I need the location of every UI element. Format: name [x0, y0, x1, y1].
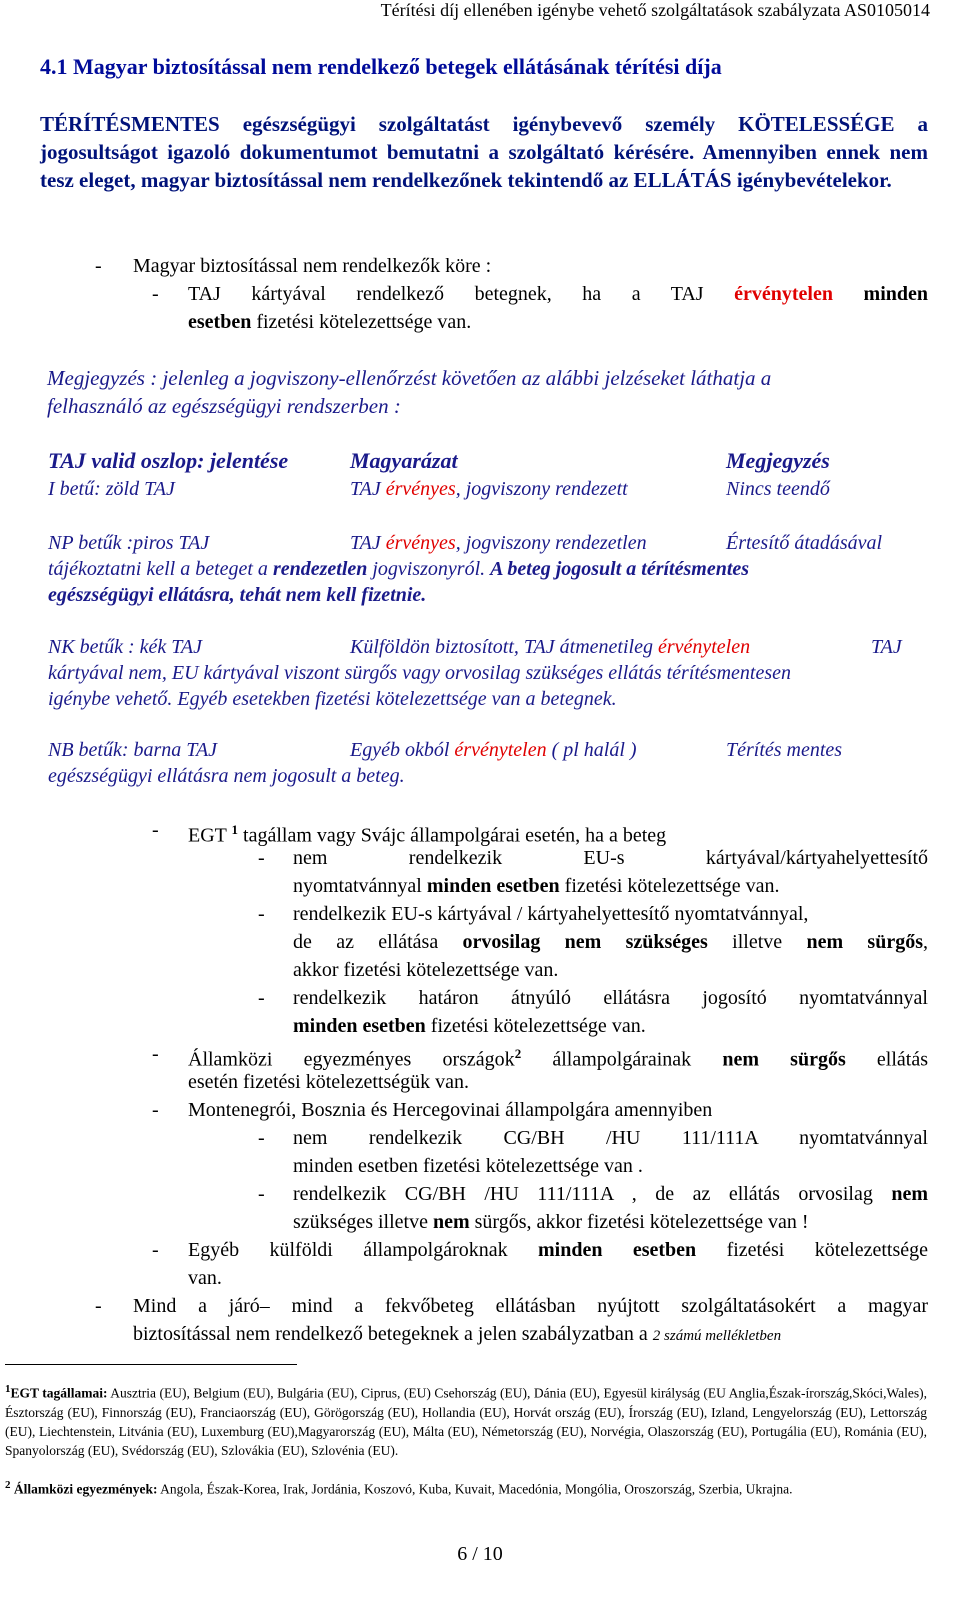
mind-line2	[133, 1320, 781, 1350]
list-dash: -	[152, 283, 159, 305]
footnote-separator	[5, 1364, 297, 1365]
footnote-number: 2	[5, 1479, 11, 1491]
footnote-ref: 2	[514, 1046, 522, 1061]
list-item-egyeb	[188, 1236, 928, 1264]
text: rendelkezik CG/BH /HU 111/111A , de az ellátás orvosilag	[293, 1183, 892, 1205]
list-item-mind: Mind a járó– mind a fekvőbeteg ellátásban nyújtott szolgáltatásokért a magyar	[133, 1295, 928, 1317]
text: TAJ	[350, 478, 386, 500]
list-dash: -	[95, 1295, 102, 1317]
footnote-text: Ausztria (EU), Belgium (EU), Bulgária (EU), Ciprus, (EU) Csehország (EU), Dánia (EU), Egyesül királyság (EU Anglia,Észak-írország,Skóci,Wales), Észtország (EU), Finnország (EU), Franciaország (EU), Görögország (EU), Hollandia (EU), Horvát ország (EU), Írország (EU), Izland, Lengyelország (EU), Lettország (EU), Liechtenstein, Litvánia (EU), Luxemburg (EU),Magyarország (EU), Málta (EU), Németország (EU), Norvégia, Olaszország (EU), Portugália (EU), Románia (EU), Spanyolország (EU), Svédország (EU), Szlovákia (EU), Szlovénia (EU).	[5, 1385, 927, 1458]
footnote-label: Államközi egyezmények:	[13, 1481, 158, 1497]
row1-note: Nincs teendő	[726, 478, 830, 500]
footnote-number: 1	[5, 1383, 11, 1395]
subitem-text: TAJ kártyával rendelkező betegnek, ha a TAJ	[188, 283, 704, 305]
text: tájékoztatni kell a beteget a	[48, 558, 273, 580]
row3-code: NK betűk : kék TAJ	[48, 636, 203, 658]
running-header: Térítési díj ellenében igénybe vehető szolgáltatások szabályzata AS0105014	[380, 0, 930, 20]
table-header-meaning: TAJ valid oszlop: jelentése	[48, 448, 289, 473]
mont-sub1-line2: minden esetben fizetési kötelezettsége van .	[293, 1155, 643, 1177]
allamkozi-line2: esetén fizetési kötelezettségük van.	[188, 1071, 469, 1093]
row2-explanation	[350, 530, 647, 556]
text: Egyéb külföldi állampolgároknak	[188, 1239, 538, 1261]
list-dash: -	[152, 1239, 159, 1261]
text: ( pl halál )	[546, 739, 637, 761]
mont-sub2-line1	[293, 1180, 928, 1208]
list-dash: -	[258, 847, 265, 869]
subitem-bold: minden	[863, 283, 929, 305]
egt-sub2-line1: rendelkezik EU-s kártyával / kártyahelyettesítő nyomtatvánnyal,	[293, 903, 809, 925]
text-bold: nem sürgős	[806, 931, 923, 953]
text-bold: orvosilag nem szükséges	[462, 931, 708, 953]
row2-line2	[48, 556, 749, 582]
text: TAJ	[350, 532, 386, 554]
page-number: 6 / 10	[457, 1543, 503, 1565]
list-subitem-taj	[188, 280, 928, 308]
list-dash: -	[258, 987, 265, 1009]
table-header-explanation: Magyarázat	[350, 448, 458, 473]
egt-sub1-line1: nem rendelkezik EU-s kártyával/kártyahelyettesítő	[293, 847, 928, 869]
text: állampolgárainak	[521, 1048, 723, 1071]
footnote-2	[5, 1476, 927, 1499]
row2-line3: egészségügyi ellátásra, tehát nem kell fizetnie.	[48, 584, 427, 606]
invalid-label: érvénytelen	[657, 636, 751, 658]
note-line-2: felhasználó az egészségügyi rendszerben :	[47, 394, 401, 418]
list-dash: -	[152, 819, 159, 841]
list-subitem-taj-cont	[188, 308, 471, 336]
section-heading: 4.1 Magyar biztosítással nem rendelkező betegek ellátásának térítési díja	[40, 54, 722, 79]
table-header-note: Megjegyzés	[726, 448, 830, 473]
text-bold: rendezetlen	[272, 558, 368, 580]
text-bold: nem	[432, 1211, 470, 1233]
valid-label: érvényes	[385, 478, 456, 500]
row1-code: I betű: zöld TAJ	[48, 478, 175, 500]
text: fizetési kötelezettsége	[696, 1239, 928, 1261]
footnote-label: EGT tagállamai:	[10, 1385, 108, 1401]
list-item-scope: Magyar biztosítással nem rendelkezők köre :	[133, 255, 492, 277]
subitem-bold: esetben	[188, 311, 252, 333]
text: biztosítással nem rendelkező betegeknek a jelen szabályzatban a	[133, 1323, 653, 1345]
text: illetve	[707, 931, 807, 953]
egt-sub2-line2	[293, 928, 928, 956]
text: , jogviszony rendezett	[455, 478, 628, 500]
row3-line3: igénybe vehető. Egyéb esetekben fizetési kötelezettsége van a betegnek.	[48, 688, 617, 710]
text: jogviszonyról.	[367, 558, 491, 580]
note-line-1: Megjegyzés : jelenleg a jogviszony-ellenőrzést követően az alábbi jelzéseket láthatja a	[47, 366, 772, 390]
invalid-label: érvénytelen	[734, 283, 833, 305]
egt-sub3-line1: rendelkezik határon átnyúló ellátásra jogosító nyomtatvánnyal	[293, 987, 928, 1009]
text: nyomtatvánnyal	[293, 875, 427, 897]
footnote-1	[5, 1380, 927, 1460]
text: tagállam vagy Svájc állampolgárai esetén, ha a beteg	[238, 824, 667, 847]
row3-line2: kártyával nem, EU kártyával viszont sürgős vagy orvosilag szükséges ellátás térítésmentesen	[48, 662, 792, 684]
text: sürgős, akkor fizetési kötelezettsége van !	[469, 1211, 809, 1233]
egt-sub3-line2	[293, 1012, 646, 1040]
text: de az ellátása	[293, 931, 463, 953]
invalid-label: érvénytelen	[454, 739, 547, 761]
row1-explanation	[350, 476, 628, 502]
text: ellátás	[845, 1048, 928, 1071]
footnote-ref: 1	[231, 822, 239, 837]
list-item-montenegro: Montenegrói, Bosznia és Hercegovinai állampolgára amennyiben	[188, 1099, 713, 1121]
text: szükséges illetve	[293, 1211, 433, 1233]
text: EGT	[188, 824, 232, 847]
row2-code: NP betűk :piros TAJ	[48, 532, 210, 554]
text: , jogviszony rendezetlen	[455, 532, 647, 554]
egt-sub2-line3: akkor fizetési kötelezettsége van.	[293, 959, 559, 981]
egt-sub1-line2	[293, 872, 780, 900]
list-dash: -	[152, 1099, 159, 1121]
text: fizetési kötelezettsége van.	[425, 1015, 646, 1037]
row3-explanation	[350, 634, 750, 660]
text: fizetési kötelezettsége van.	[559, 875, 780, 897]
text: ,	[923, 931, 928, 953]
egyeb-line2: van.	[188, 1267, 222, 1289]
row2-note: Értesítő átadásával	[726, 532, 883, 554]
text-bold: A beteg jogosult a térítésmentes	[490, 558, 750, 580]
row3-note: TAJ	[871, 636, 902, 658]
row4-note: Térítés mentes	[726, 739, 843, 761]
subitem-text: fizetési kötelezettsége van.	[256, 311, 472, 333]
valid-label: érvényes	[385, 532, 456, 554]
footnote-text: Angola, Észak-Korea, Irak, Jordánia, Koszovó, Kuba, Kuvait, Macedónia, Mongólia, Oroszország, Szerbia, Ukrajna.	[157, 1481, 793, 1497]
text-small: 2 számú mellékletben	[652, 1328, 782, 1344]
text-bold: nem	[891, 1183, 928, 1205]
mont-sub1-line1: nem rendelkezik CG/BH /HU 111/111A nyomtatvánnyal	[293, 1127, 928, 1149]
list-dash: -	[258, 903, 265, 925]
row4-line2: egészségügyi ellátásra nem jogosult a beteg.	[48, 765, 405, 787]
list-dash: -	[95, 255, 102, 277]
text-bold: minden esetben	[293, 1015, 426, 1037]
list-dash: -	[152, 1043, 159, 1065]
row4-code: NB betűk: barna TAJ	[48, 739, 218, 761]
list-dash: -	[258, 1183, 265, 1205]
text: Egyéb okból	[350, 739, 455, 761]
text-bold: minden esetben	[426, 875, 560, 897]
mont-sub2-line2	[293, 1208, 809, 1236]
text: Államközi egyezményes országok	[188, 1048, 515, 1071]
text-bold: nem sürgős	[722, 1048, 846, 1071]
text: Külföldön biztosított, TAJ átmenetileg	[350, 636, 658, 658]
intro-paragraph: TÉRÍTÉSMENTES egészségügyi szolgáltatást igénybevevő személy KÖTELESSÉGE a jogosultságot igazoló dokumentumot bemutatni a szolgáltató kérésére. Amennyiben ennek nem tesz eleget, magyar biztosítással nem rendelkezőnek tekintendő az ELLÁTÁS igénybevételekor.	[40, 112, 928, 192]
row4-explanation	[350, 737, 637, 763]
text-bold: minden esetben	[538, 1239, 697, 1261]
list-dash: -	[258, 1127, 265, 1149]
